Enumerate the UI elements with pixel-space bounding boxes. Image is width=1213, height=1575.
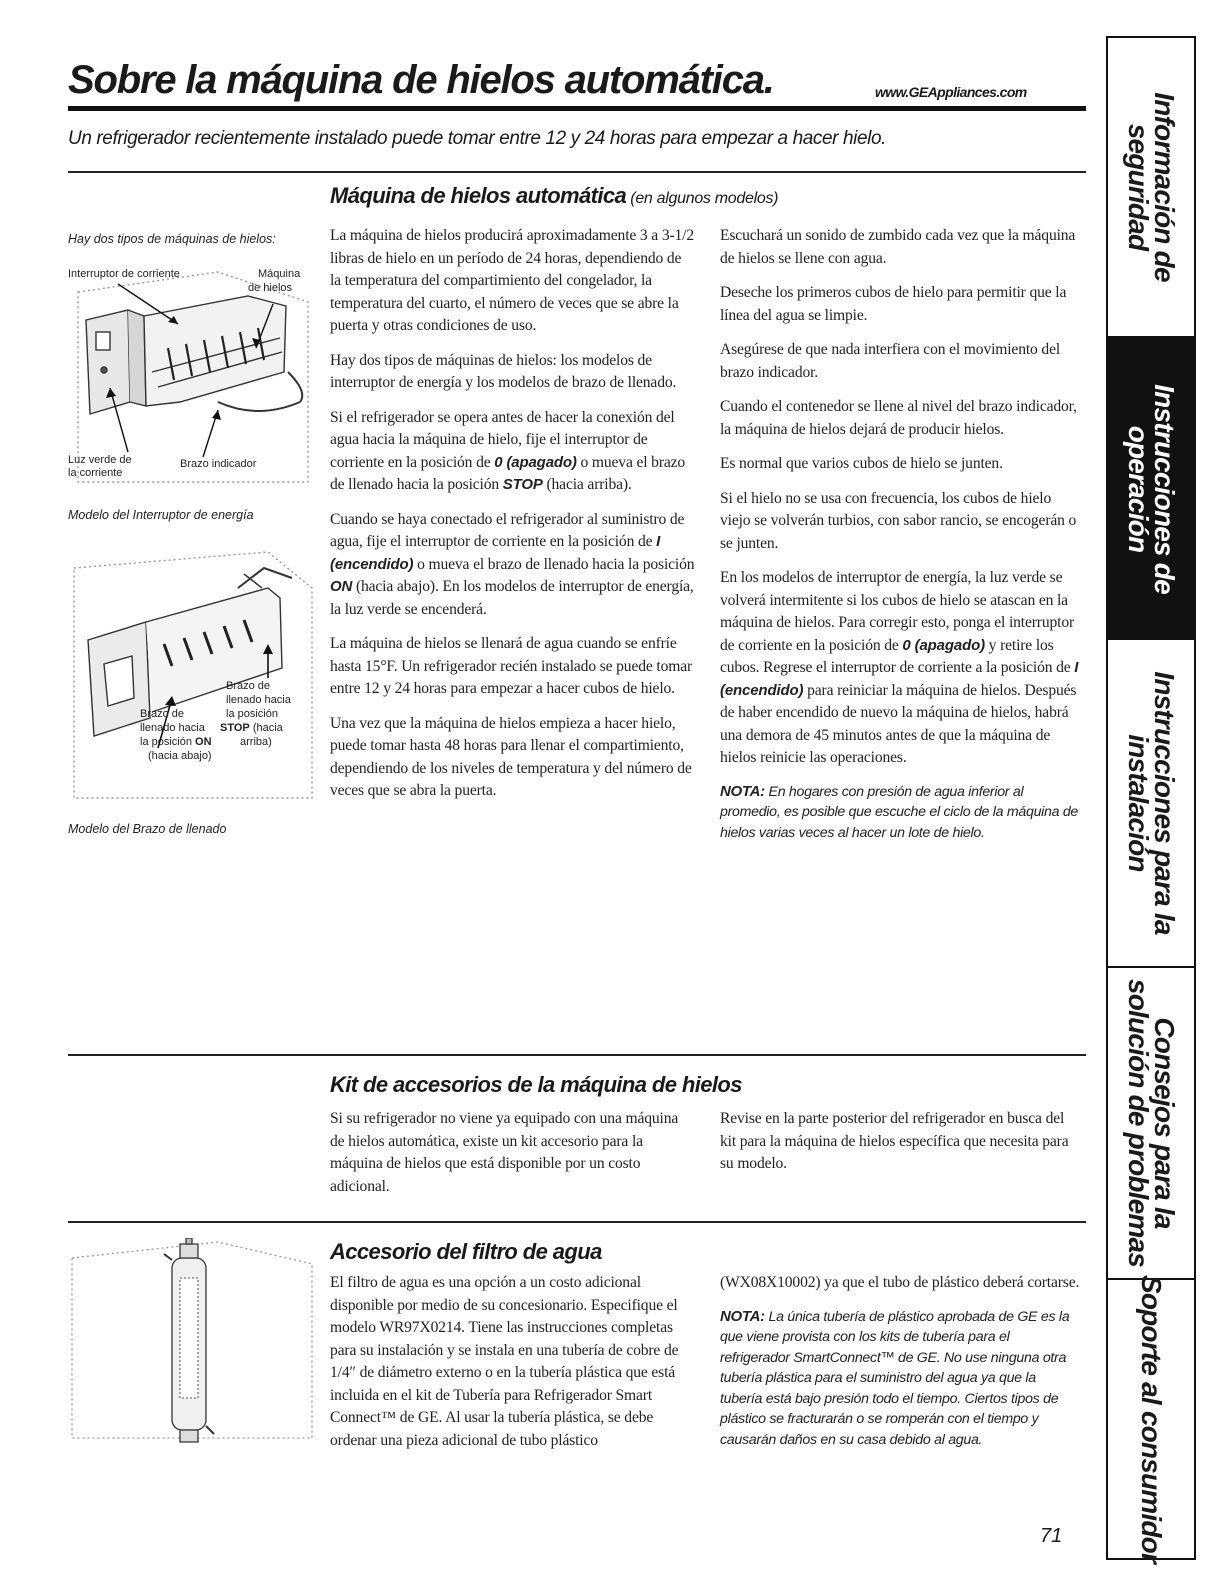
tab-label: Instrucciones para la <box>1149 671 1180 935</box>
note: NOTA: La única tubería de plástico aprobada de GE es la que viene provista con los kits de tubería para el refrigerador SmartConnect™ de GE. No use ninguna otra tubería plástica para el suministro del agua ya que la tubería está bajo presión todo el tiempo. Ciertos tipos de plástico se fracturarán o se romperán con el tiempo y causarán daños en su casa debido al agua. <box>720 1307 1070 1448</box>
label-arm-stop-5: arriba) <box>240 736 272 748</box>
paragraph: Deseche los primeros cubos de hielo para permitir que la línea del agua se limpie. <box>720 284 1067 324</box>
section-title-icemaker <box>330 183 778 209</box>
paragraph: La máquina de hielos se llenará de agua cuando se enfríe hasta 15°F. Un refrigerador recién instalado se puede tomar entre 12 y 24 horas para empezar a hacer cubos de hielo. <box>330 635 693 697</box>
accessory-kit-column-1 <box>330 1108 695 1210</box>
icemaker-text-column-1 <box>330 225 695 815</box>
paragraph: Si el refrigerador se opera antes de hacer la conexión del agua hacia la máquina de hielo, fije el interruptor de corriente en la posición de 0 (apagado) o mueva el brazo de llenado hacia la posición STOP (hacia arriba). <box>330 408 686 493</box>
paragraph: Cuando el contenedor se llene al nivel del brazo indicador, la máquina de hielos dejará de producir hielos. <box>720 398 1077 438</box>
label-icemaker-line1: Máquina <box>258 268 301 280</box>
paragraph: El filtro de agua es una opción a un costo adicional disponible por medio de su concesionario. Especifique el modelo WR97X0214. Tiene las instrucciones completas para su instalación y se instala en una tubería de cobre de 1/4″ de diámetro externo o en la tubería plástica que está incluida en el kit de Tubería para Refrigerador Smart Connect™ de GE. Al usar la tubería plástica, se debe ordenar una pieza adicional de tubo plástico <box>330 1274 679 1449</box>
section-title-accessory-kit: Kit de accesorios de la máquina de hielos <box>330 1072 742 1097</box>
paragraph: Cuando se haya conectado el refrigerador al suministro de agua, fije el interruptor de corriente en la posición de I (encendido) o mueva el brazo de llenado hacia la posición ON (hacia abajo). En los modelos de interruptor de energía, la luz verde se encenderá. <box>330 510 695 618</box>
label-green-light-line2: la corriente <box>68 467 123 479</box>
section-divider <box>68 1054 1086 1056</box>
paragraph: En los modelos de interruptor de energía, la luz verde se volverá intermitente si los cubos de hielo se atascan en la máquina de hielos. Para corregir esto, ponga el interruptor de corriente en la posición de 0 (apagado) y retire los cubos. Regrese el interruptor de corriente a la posición de I (encendido) para reiniciar la máquina de hielos. Después de haber encendido de nuevo la máquina de hielos, habrá una demora de 45 minutos antes de que la máquina de hielos reinicie las operaciones. <box>720 569 1079 766</box>
tab-label: Información de <box>1149 92 1180 282</box>
section-divider <box>68 171 1086 173</box>
tab-troubleshooting-tips[interactable] <box>1108 968 1194 1278</box>
tab-label: Soporte al consumidor <box>1136 1274 1167 1564</box>
tab-label: instalación <box>1123 734 1154 872</box>
caption-fill-arm-model: Modelo del Brazo de llenado <box>68 822 227 836</box>
label-arm-on-1: Brazo de <box>140 708 185 720</box>
paragraph: Hay dos tipos de máquinas de hielos: los modelos de interruptor de energía y los modelos de brazo de llenado. <box>330 351 677 391</box>
tab-consumer-support[interactable] <box>1108 1274 1194 1564</box>
website-url: www.GEAppliances.com <box>875 84 1027 100</box>
label-green-light-line1: Luz verde de <box>68 454 132 466</box>
tab-label: operación <box>1123 425 1154 553</box>
paragraph: Escuchará un sonido de zumbido cada vez que la máquina de hielos se llene con agua. <box>720 227 1076 267</box>
caption-power-switch-model: Modelo del Interruptor de energía <box>68 508 254 522</box>
label-arm-on-2: llenado hacia <box>140 722 205 734</box>
label-arm-stop-4: STOP (hacia <box>220 722 283 734</box>
section-title-text: Máquina de hielos automática <box>330 183 627 208</box>
tab-label: Instrucciones de <box>1149 384 1180 594</box>
label-arm-on-3: la posición ON <box>140 736 212 748</box>
side-tab-navigation <box>1106 36 1196 1564</box>
header-rule <box>68 106 1086 111</box>
paragraph: Una vez que la máquina de hielos empieza a hacer hielo, puede tomar hasta 48 horas para llenar el compartimiento, dependiendo de los niveles de temperatura y del número de veces que se abra la puerta. <box>330 714 692 799</box>
accessory-kit-column-2 <box>720 1108 1080 1188</box>
label-arm-stop-3: la posición <box>226 708 278 720</box>
label-arm-stop-1: Brazo de <box>226 680 271 692</box>
section-title-sub: (en algunos modelos) <box>626 190 779 207</box>
paragraph: La máquina de hielos producirá aproximadamente 3 a 3-1/2 libras de hielo en un período de 24 horas, dependiendo de la temperatura del compartimiento del congelador, la temperatura del cuarto, el número de veces que se abre la puerta y otras condiciones de uso. <box>330 227 694 334</box>
label-arm-stop-2: llenado hacia <box>226 694 291 706</box>
water-filter-column-1 <box>330 1272 695 1464</box>
tab-label: Consejos para la <box>1149 1017 1180 1229</box>
label-indicator-arm: Brazo indicador <box>180 458 257 470</box>
paragraph: Asegúrese de que nada interfiera con el movimiento del brazo indicador. <box>720 341 1061 381</box>
icemaker-types-intro: Hay dos tipos de máquinas de hielos: <box>68 232 276 246</box>
figure-water-filter <box>68 1238 318 1448</box>
icemaker-arm-illustration <box>68 548 318 808</box>
paragraph: Si su refrigerador no viene ya equipado con una máquina de hielos automática, existe un kit accesorio para la máquina de hielos que está disponible por un costo adicional. <box>330 1110 679 1195</box>
paragraph: Si el hielo no se usa con frecuencia, los cubos de hielo viejo se volverán turbios, con sabor rancio, se encogerán o se junten. <box>720 489 1077 552</box>
icemaker-text-column-2 <box>720 225 1080 855</box>
paragraph: Es normal que varios cubos de hielo se junten. <box>720 455 1003 472</box>
label-icemaker-line2: de hielos <box>248 282 293 294</box>
tab-operating-instructions[interactable] <box>1108 338 1194 640</box>
label-power-switch: Interruptor de corriente <box>68 268 180 280</box>
paragraph: (WX08X10002) ya que el tubo de plástico deberá cortarse. <box>720 1274 1080 1291</box>
paragraph: Revise en la parte posterior del refrigerador en busca del kit para la máquina de hielos específica que necesita para su modelo. <box>720 1110 1069 1172</box>
page-number: 71 <box>1040 1525 1063 1547</box>
tab-safety-information[interactable] <box>1108 38 1194 336</box>
tab-installation-instructions[interactable] <box>1108 640 1194 966</box>
note: NOTA: En hogares con presión de agua inferior al promedio, es posible que escuche el ciclo de la máquina de hielos varias veces al hacer un lote de hielo. <box>720 782 1079 841</box>
water-filter-illustration <box>68 1238 318 1448</box>
section-divider <box>68 1221 1086 1223</box>
water-filter-column-2 <box>720 1272 1080 1462</box>
figure-fill-arm-model <box>68 548 318 808</box>
tab-label: seguridad <box>1123 123 1154 251</box>
section-title-water-filter: Accesorio del filtro de agua <box>330 1239 602 1264</box>
figure-power-switch-model <box>68 252 318 492</box>
page-subtitle: Un refrigerador recientemente instalado puede tomar entre 12 y 24 horas para empezar a hacer hielo. <box>68 128 887 149</box>
page-title: Sobre la máquina de hielos automática. <box>68 58 774 102</box>
tab-label: solución de problemas <box>1123 978 1154 1268</box>
label-arm-on-4: (hacia abajo) <box>148 750 212 762</box>
